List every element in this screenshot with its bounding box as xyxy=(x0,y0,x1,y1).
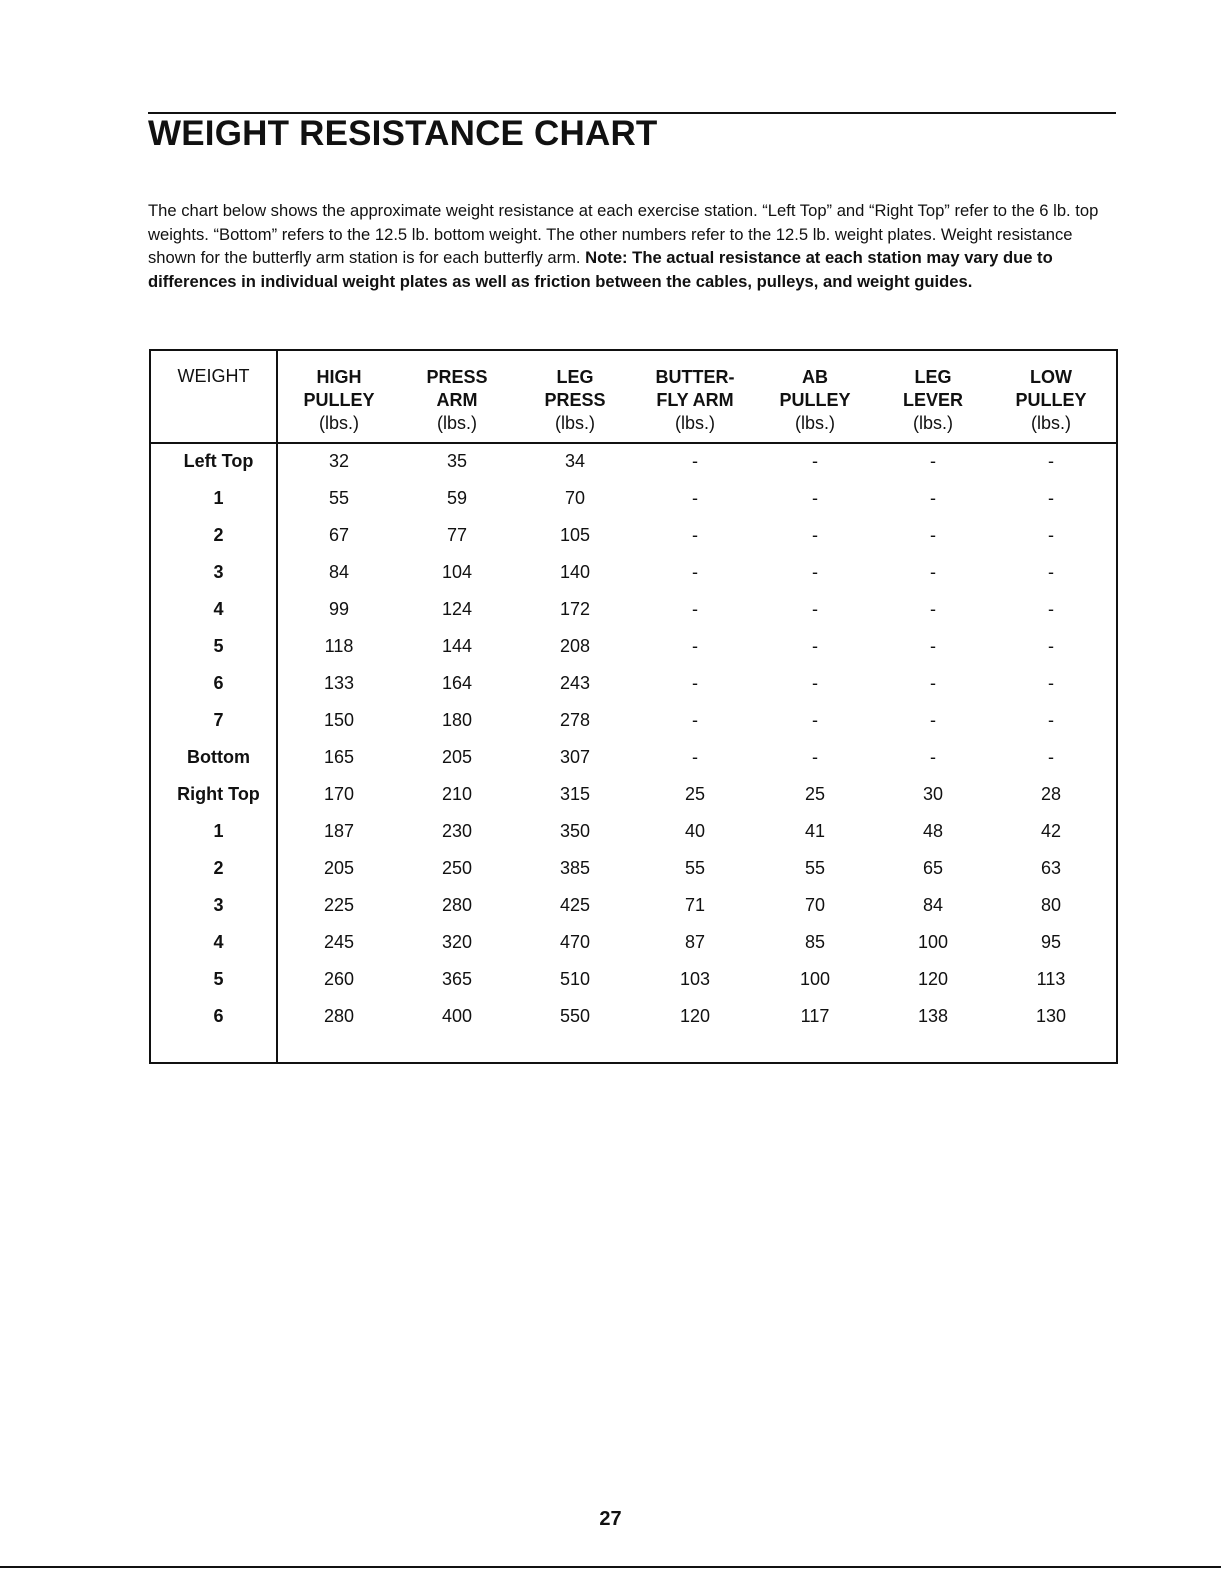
table-cell: 230 xyxy=(441,821,473,841)
table-cell: - xyxy=(930,673,936,693)
table-cell: 172 xyxy=(559,599,591,619)
table-cell: 315 xyxy=(559,784,591,804)
column-header-unit: (lbs.) xyxy=(913,413,953,433)
column-header-l2: LEVER xyxy=(902,390,963,410)
table-cell: 42 xyxy=(1040,821,1062,841)
table-cell: 99 xyxy=(328,599,350,619)
table-cell: - xyxy=(692,488,698,508)
table-cell: 100 xyxy=(799,969,831,989)
column-header xyxy=(635,366,755,435)
table-cell: 205 xyxy=(441,747,473,767)
table-cell: 205 xyxy=(323,858,355,878)
table-row xyxy=(151,1006,1116,1043)
table-cell: - xyxy=(930,488,936,508)
table-cell: 95 xyxy=(1040,932,1062,952)
table-cell: 208 xyxy=(559,636,591,656)
table-cell: - xyxy=(812,747,818,767)
table-cell: 77 xyxy=(446,525,468,545)
table-cell: 350 xyxy=(559,821,591,841)
table-cell: 105 xyxy=(559,525,591,545)
table-cell: 80 xyxy=(1040,895,1062,915)
table-cell: 63 xyxy=(1040,858,1062,878)
table-cell: 365 xyxy=(441,969,473,989)
table-cell: - xyxy=(812,599,818,619)
table-cell: 59 xyxy=(446,488,468,508)
table-cell: - xyxy=(1048,525,1054,545)
table-cell: 550 xyxy=(559,1006,591,1026)
table-cell: 165 xyxy=(323,747,355,767)
intro-text: The chart below shows the approximate weight resistance at each exercise station. “Left Top” and “Right Top” refer to the 6 lb. top weights. “Bottom” refers to the 12.5 lb. bottom weight. The other numbers refer to the 12.5 lb. weight plates. Weight resistance shown for the butterfly arm station is for each butterfly arm. xyxy=(148,201,1099,267)
table-cell: 260 xyxy=(323,969,355,989)
weight-resistance-table xyxy=(149,349,1118,1064)
intro-note: Note: The actual resistance at each station may vary due to differences in individual weight plates as well as friction between the cables, pulleys, and weight guides. xyxy=(148,248,1053,291)
table-cell: 84 xyxy=(328,562,350,582)
column-header-l1: AB xyxy=(802,367,828,387)
table-cell: 71 xyxy=(684,895,706,915)
table-row xyxy=(151,895,1116,932)
table-cell: 40 xyxy=(684,821,706,841)
table-row xyxy=(151,858,1116,895)
table-cell: 84 xyxy=(922,895,944,915)
column-header-l1: BUTTER- xyxy=(655,367,735,387)
table-cell: - xyxy=(692,747,698,767)
row-label: 6 xyxy=(213,673,224,693)
row-label: Bottom xyxy=(187,747,250,767)
row-label: 5 xyxy=(213,636,224,656)
table-cell: 25 xyxy=(684,784,706,804)
table-cell: 104 xyxy=(441,562,473,582)
table-cell: 55 xyxy=(684,858,706,878)
row-label: Left Top xyxy=(183,451,254,471)
table-cell: - xyxy=(930,599,936,619)
table-cell: - xyxy=(1048,488,1054,508)
table-cell: 210 xyxy=(441,784,473,804)
table-cell: 55 xyxy=(328,488,350,508)
column-header-l2: PRESS xyxy=(544,390,606,410)
table-cell: 103 xyxy=(679,969,711,989)
column-header-l2: PULLEY xyxy=(779,390,851,410)
table-cell: 307 xyxy=(559,747,591,767)
table-cell: - xyxy=(692,451,698,471)
table-divider-horizontal xyxy=(151,442,1116,444)
column-header xyxy=(991,366,1111,435)
table-cell: - xyxy=(1048,747,1054,767)
table-cell: - xyxy=(692,710,698,730)
table-cell: - xyxy=(1048,673,1054,693)
table-cell: 65 xyxy=(922,858,944,878)
table-cell: 385 xyxy=(559,858,591,878)
column-header xyxy=(873,366,993,435)
column-header-l1: LEG xyxy=(914,367,952,387)
table-cell: 120 xyxy=(679,1006,711,1026)
table-row xyxy=(151,969,1116,1006)
row-label: 4 xyxy=(213,599,224,619)
table-cell: 250 xyxy=(441,858,473,878)
intro-paragraph xyxy=(148,199,1123,293)
row-label: Right Top xyxy=(177,784,260,804)
page-number: 27 xyxy=(599,1508,622,1530)
table-cell: 144 xyxy=(441,636,473,656)
table-cell: 34 xyxy=(564,451,586,471)
table-row xyxy=(151,488,1116,525)
column-header xyxy=(397,366,517,435)
table-row xyxy=(151,636,1116,673)
row-label: 5 xyxy=(213,969,224,989)
table-cell: - xyxy=(930,525,936,545)
table-cell: 180 xyxy=(441,710,473,730)
column-header-l1: LEG xyxy=(556,367,594,387)
row-label: 1 xyxy=(213,821,224,841)
column-header-l2: ARM xyxy=(436,390,478,410)
table-cell: - xyxy=(812,673,818,693)
table-cell: 25 xyxy=(804,784,826,804)
table-cell: 120 xyxy=(917,969,949,989)
column-header xyxy=(515,366,635,435)
table-cell: - xyxy=(692,636,698,656)
table-cell: 70 xyxy=(564,488,586,508)
row-label: 4 xyxy=(213,932,224,952)
column-header-unit: (lbs.) xyxy=(675,413,715,433)
page-title: WEIGHT RESISTANCE CHART xyxy=(148,114,658,153)
column-header-unit: (lbs.) xyxy=(795,413,835,433)
table-cell: 138 xyxy=(917,1006,949,1026)
table-cell: - xyxy=(1048,636,1054,656)
table-row xyxy=(151,710,1116,747)
table-cell: - xyxy=(930,710,936,730)
table-row xyxy=(151,599,1116,636)
column-header-l2: PULLEY xyxy=(303,390,375,410)
column-header xyxy=(279,366,399,435)
row-label: 2 xyxy=(213,858,224,878)
column-header-unit: (lbs.) xyxy=(555,413,595,433)
table-row xyxy=(151,821,1116,858)
column-header-l1: HIGH xyxy=(316,367,362,387)
table-cell: - xyxy=(1048,599,1054,619)
table-row xyxy=(151,932,1116,969)
table-cell: - xyxy=(930,747,936,767)
table-cell: 130 xyxy=(1035,1006,1067,1026)
row-label: 2 xyxy=(213,525,224,545)
table-cell: 280 xyxy=(323,1006,355,1026)
table-cell: 87 xyxy=(684,932,706,952)
column-header-l2: PULLEY xyxy=(1015,390,1087,410)
table-cell: 278 xyxy=(559,710,591,730)
table-cell: 124 xyxy=(441,599,473,619)
table-cell: 30 xyxy=(922,784,944,804)
table-cell: 280 xyxy=(441,895,473,915)
table-cell: - xyxy=(692,599,698,619)
row-label: 6 xyxy=(213,1006,224,1026)
table-cell: 243 xyxy=(559,673,591,693)
table-cell: - xyxy=(812,636,818,656)
table-cell: 113 xyxy=(1036,969,1066,989)
column-header-l2: FLY ARM xyxy=(656,390,734,410)
table-cell: - xyxy=(930,451,936,471)
table-cell: 510 xyxy=(559,969,591,989)
table-cell: 32 xyxy=(328,451,350,471)
table-cell: - xyxy=(1048,710,1054,730)
row-label: 3 xyxy=(213,562,224,582)
table-cell: 150 xyxy=(323,710,355,730)
column-header xyxy=(755,366,875,435)
table-row xyxy=(151,747,1116,784)
column-header-unit: (lbs.) xyxy=(1031,413,1071,433)
table-cell: - xyxy=(692,673,698,693)
table-cell: 117 xyxy=(800,1006,830,1026)
table-cell: 55 xyxy=(804,858,826,878)
table-cell: 470 xyxy=(559,932,591,952)
table-cell: 164 xyxy=(441,673,473,693)
table-cell: - xyxy=(812,710,818,730)
table-cell: 140 xyxy=(559,562,591,582)
table-cell: - xyxy=(812,562,818,582)
table-row xyxy=(151,784,1116,821)
table-cell: 225 xyxy=(323,895,355,915)
table-cell: - xyxy=(1048,451,1054,471)
table-cell: 400 xyxy=(441,1006,473,1026)
table-cell: 35 xyxy=(446,451,468,471)
table-row xyxy=(151,525,1116,562)
table-cell: 41 xyxy=(804,821,826,841)
table-cell: - xyxy=(812,525,818,545)
table-row xyxy=(151,562,1116,599)
table-cell: 118 xyxy=(324,636,354,656)
table-cell: 48 xyxy=(922,821,944,841)
bottom-rule xyxy=(0,1566,1221,1568)
table-cell: - xyxy=(692,562,698,582)
table-cell: 70 xyxy=(804,895,826,915)
column-header-l1: PRESS xyxy=(426,367,488,387)
table-cell: 28 xyxy=(1040,784,1062,804)
table-cell: 100 xyxy=(917,932,949,952)
table-cell: 170 xyxy=(323,784,355,804)
table-cell: - xyxy=(1048,562,1054,582)
table-cell: 187 xyxy=(323,821,355,841)
table-row xyxy=(151,673,1116,710)
table-cell: - xyxy=(812,488,818,508)
table-cell: 133 xyxy=(323,673,355,693)
row-label: 3 xyxy=(213,895,224,915)
row-label: 1 xyxy=(213,488,224,508)
table-cell: 67 xyxy=(328,525,350,545)
weight-column-header: WEIGHT xyxy=(177,366,250,386)
table-cell: 320 xyxy=(441,932,473,952)
table-cell: - xyxy=(930,636,936,656)
column-header-l1: LOW xyxy=(1030,367,1072,387)
table-cell: - xyxy=(930,562,936,582)
table-cell: - xyxy=(812,451,818,471)
table-cell: 85 xyxy=(804,932,826,952)
table-cell: 425 xyxy=(559,895,591,915)
column-header-unit: (lbs.) xyxy=(437,413,477,433)
table-cell: 245 xyxy=(323,932,355,952)
column-header-unit: (lbs.) xyxy=(319,413,359,433)
table-row xyxy=(151,451,1116,488)
table-cell: - xyxy=(692,525,698,545)
row-label: 7 xyxy=(213,710,224,730)
